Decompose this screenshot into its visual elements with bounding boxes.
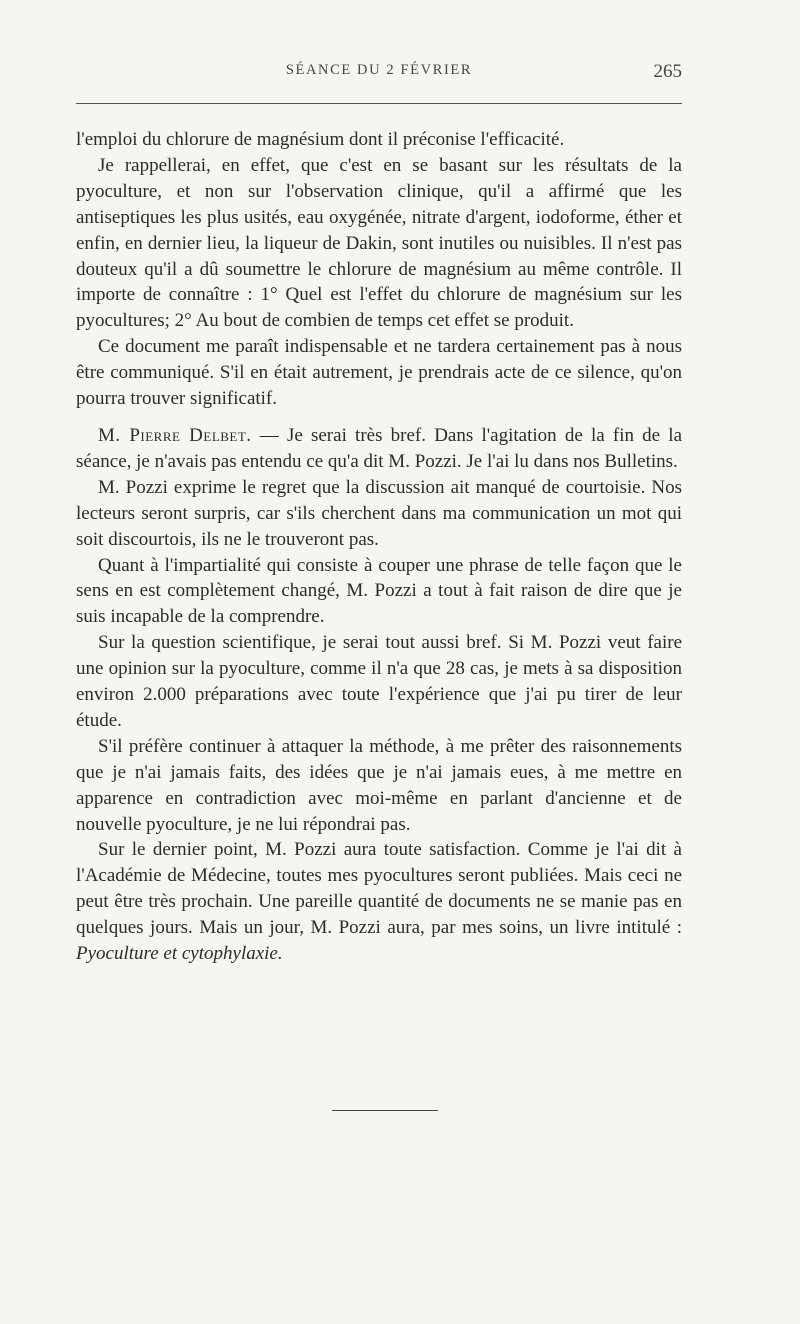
speech-text: — Je serai très bref. Dans l'agitation de la fin de la séance, je n'avais pas entendu ce qu'a dit M. Pozzi. Je l'ai lu dans nos Bulletins. — [76, 424, 683, 472]
running-title: SÉANCE DU 2 FÉVRIER — [285, 62, 473, 78]
paragraph — [76, 837, 682, 967]
paragraph: l'emploi du chlorure de magnésium dont il préconise l'efficacité. — [76, 129, 565, 150]
speech-paragraph — [76, 423, 682, 475]
book-title: Pyoculture et cytophylaxie. — [76, 943, 283, 965]
page-header — [76, 62, 682, 88]
paragraph: Quant à l'impartialité qui consiste à couper une phrase de telle façon que le sens en est complètement changé, M. Pozzi a tout à fait raison de dire que je suis incapable de la comprendre. — [76, 554, 682, 628]
paragraph-text: Sur le dernier point, M. Pozzi aura toute satisfaction. Comme je l'ai dit à l'Académie de Médecine, toutes mes pyocultures seront publiées. Mais ceci ne peut être très prochain. Une pareille quantité de documents ne se manie pas en quelques jours. Mais un jour, M. Pozzi aura, par mes soins, un livre intitulé : — [76, 839, 682, 939]
paragraph: Sur la question scientifique, je serai tout aussi bref. Si M. Pozzi veut faire une opinion sur la pyoculture, comme il n'a que 28 cas, je mets à sa disposition environ 2.000 préparations avec toute l'expérience que j'ai pu tirer de leur étude. — [76, 632, 682, 731]
paragraph: Je rappellerai, en effet, que c'est en se basant sur les résultats de la pyoculture, et non sur l'observation clinique, qu'il a affirmé que les antiseptiques les plus usités, eau oxygénée, nitrate d'argent, iodoforme, éther et enfin, en dernier lieu, la liqueur de Dakin, sont inutiles ou nuisibles. Il n'est pas douteux qu'il a dû soumettre le chlorure de magnésium au même contrôle. Il importe de connaître : 1° Quel est l'effet du chlorure de magnésium sur les pyocultures; 2° Au bout de combien de temps cet effet se produit. — [76, 154, 682, 332]
paragraph: Ce document me paraît indispensable et ne tardera certainement pas à nous être communiqué. S'il en était autrement, je prendrais acte de ce silence, qu'on pourra trouver significatif. — [76, 336, 682, 410]
paragraph: M. Pozzi exprime le regret que la discussion ait manqué de courtoisie. Nos lecteurs seront surpris, car s'ils cherchent dans ma communication un mot qui soit discourtois, ils ne le trouveront pas. — [76, 476, 682, 550]
header-rule — [76, 103, 682, 104]
paragraph: S'il préfère continuer à attaquer la méthode, à me prêter des raisonnements que je n'ai jamais faits, des idées que je n'ai jamais eues, à me mettre en apparence en contradiction avec moi-même en parlant d'ancienne et de nouvelle pyoculture, je ne lui répondrai pas. — [76, 735, 682, 835]
section-end-rule — [332, 1110, 438, 1111]
speaker-name: M. Pierre Delbet. — [98, 424, 252, 446]
page-number: 265 — [653, 61, 682, 82]
body-text — [76, 127, 682, 967]
